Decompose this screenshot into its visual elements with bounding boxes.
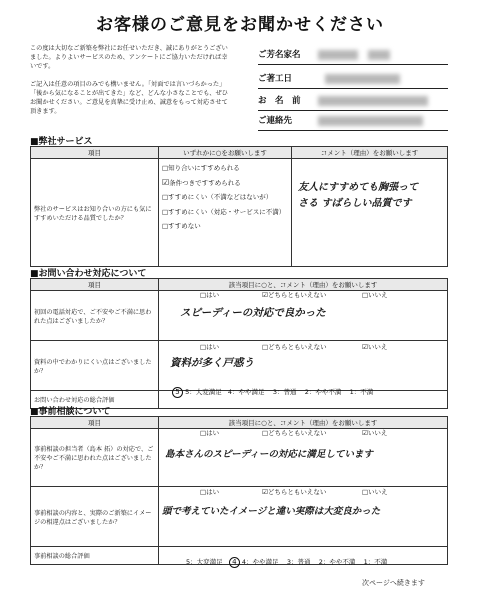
option-1[interactable]: □知り合いにすすめられる xyxy=(162,164,240,172)
handwritten-consultation-comment-1: 島本さんのスピーディーの対応に満足しています xyxy=(165,449,373,460)
answer-yes[interactable]: □はい xyxy=(200,488,220,496)
rating-option-3[interactable]: 3：普通 xyxy=(272,388,297,396)
handwritten-inquiry-comment-1: スピーディーの対応で良かった xyxy=(180,307,326,319)
inquiry-overall-label: お問い合わせ対応の総合評価 xyxy=(31,391,159,409)
field-contact-label: ご連絡先 xyxy=(258,116,293,126)
field-family-name-label: ご芳名家名 xyxy=(258,50,301,60)
selected-rating-circle[interactable]: 4 xyxy=(229,557,240,568)
answer-neutral[interactable]: □どちらともいえない xyxy=(262,429,327,437)
column-header-comment: コメント（理由）をお願いします xyxy=(292,147,448,159)
page-title: お客様のご意見をお聞かせください xyxy=(96,15,384,35)
rating-scale xyxy=(186,557,387,568)
field-underline xyxy=(258,88,448,89)
service-comment-cell[interactable] xyxy=(292,159,448,267)
answer-neutral[interactable]: □どちらともいえない xyxy=(262,343,327,351)
handwritten-comment-line-2: さる すばらしい品質です xyxy=(298,198,412,209)
field-name-label: お 名 前 xyxy=(258,96,301,106)
redacted-name xyxy=(318,96,428,106)
field-underline xyxy=(258,130,448,131)
rating-option-5[interactable]: 5：大変満足 xyxy=(185,388,222,396)
redacted-contact xyxy=(318,116,423,126)
section-heading-inquiry: ■お問い合わせ対応について xyxy=(30,269,147,279)
rating-option-5[interactable]: 5：大変満足 xyxy=(186,558,223,566)
section-heading-consultation: ■事前相談について xyxy=(30,407,111,417)
intro-paragraph-1: この度は大切なご新築を弊社にお任せいただき、誠にありがとうございました。よりよいサービスのため、アンケートにご協力いただければ幸いです。 xyxy=(30,45,228,70)
column-header-item: 項目 xyxy=(31,417,159,429)
answer-yes[interactable]: □はい xyxy=(200,291,220,299)
option-3[interactable]: □すすめにくい（不満などはないが） xyxy=(162,193,273,201)
field-underline xyxy=(258,110,448,111)
redacted-date xyxy=(325,74,400,84)
answer-no[interactable]: ☑いいえ xyxy=(362,429,388,437)
checkbox-empty-icon[interactable]: □ xyxy=(162,193,169,201)
option-4[interactable]: □すすめにくい（対応・サービスに不満） xyxy=(162,207,286,216)
rating-option-1[interactable]: 1：不満 xyxy=(363,558,388,566)
selected-rating-circle[interactable]: 5 xyxy=(172,387,183,398)
field-underline xyxy=(258,64,448,65)
rating-option-4[interactable]: 4：やや満足 xyxy=(227,388,265,396)
column-header-select: いずれかに○をお願いします xyxy=(159,147,292,159)
consultation-question-2: 事前相談の内容と、実際のご新築にイメージの相違点はございましたか？ xyxy=(31,487,159,547)
handwritten-comment-line-1: 友人にすすめても胸張って xyxy=(298,182,419,193)
option-2[interactable]: ☑条件つきですすめられる xyxy=(162,177,241,187)
rating-scale xyxy=(172,387,373,398)
column-header-select: 該当項目に○と、コメント（理由）をお願いします xyxy=(159,417,448,429)
column-header-item: 項目 xyxy=(31,279,159,291)
service-options xyxy=(159,159,292,267)
answer-yes[interactable]: □はい xyxy=(200,343,220,351)
service-question: 弊社のサービスはお知り合いの方にも気にすすめいただける品質でしたか？ xyxy=(31,159,159,267)
column-header-select: 該当項目に○と、コメント（理由）をお願いします xyxy=(159,279,448,291)
option-5[interactable]: □すすめない xyxy=(162,222,201,230)
handwritten-consultation-comment-2: 頭で考えていたイメージと違い実際は大変良かった xyxy=(162,506,381,517)
checkbox-empty-icon[interactable]: □ xyxy=(162,207,169,216)
redacted-family-name xyxy=(318,50,358,60)
rating-option-3[interactable]: 3：普通 xyxy=(286,558,311,566)
answer-no[interactable]: ☑いいえ xyxy=(362,343,388,351)
checkbox-empty-icon[interactable]: □ xyxy=(162,222,169,230)
answer-yes[interactable]: □はい xyxy=(200,429,220,437)
answer-neutral[interactable]: ☑どちらともいえない xyxy=(262,291,327,299)
consultation-question-1: 事前相談の担当者（島本 拓）の対応で、ご不安やご不満に思われた点はございましたか？ xyxy=(31,429,159,487)
rating-option-4[interactable]: 4：やや満足 xyxy=(241,558,279,566)
answer-no[interactable]: □いいえ xyxy=(362,488,388,496)
inquiry-question-2: 資料の中でわかりにくい点はございましたか？ xyxy=(31,341,159,391)
checkbox-checked-icon[interactable]: ☑ xyxy=(162,177,170,187)
rating-option-2[interactable]: 2：やや不満 xyxy=(318,558,356,566)
inquiry-question-1: 初回の電話対応で、ご不安やご不満に思われた点はございましたか？ xyxy=(31,291,159,341)
answer-no[interactable]: □いいえ xyxy=(362,291,388,299)
intro-paragraph-2: ご記入は任意の項目のみでも構いません。「対面では言いづらかった」「後から気になることが出てきた」など、どんな小さなことでも、ぜひお聞かせください。ご意見を真摯に受け止め、誠意をもって対応させて頂きます。 xyxy=(30,81,228,115)
checkbox-empty-icon[interactable]: □ xyxy=(162,164,169,172)
section-heading-service: ■弊社サービス xyxy=(30,137,93,147)
rating-option-1[interactable]: 1：不満 xyxy=(349,388,374,396)
answer-neutral[interactable]: ☑どちらともいえない xyxy=(262,488,327,496)
field-date-label: ご著工日 xyxy=(258,74,293,84)
next-page-note: 次ページへ続きます xyxy=(362,579,425,587)
handwritten-inquiry-comment-2: 資料が多く戸惑う xyxy=(170,357,254,369)
column-header-item: 項目 xyxy=(31,147,159,159)
redacted-family-name-2 xyxy=(368,50,390,60)
rating-option-2[interactable]: 2：やや不満 xyxy=(304,388,342,396)
consultation-overall-label: 事前相談の総合評価 xyxy=(31,547,159,565)
